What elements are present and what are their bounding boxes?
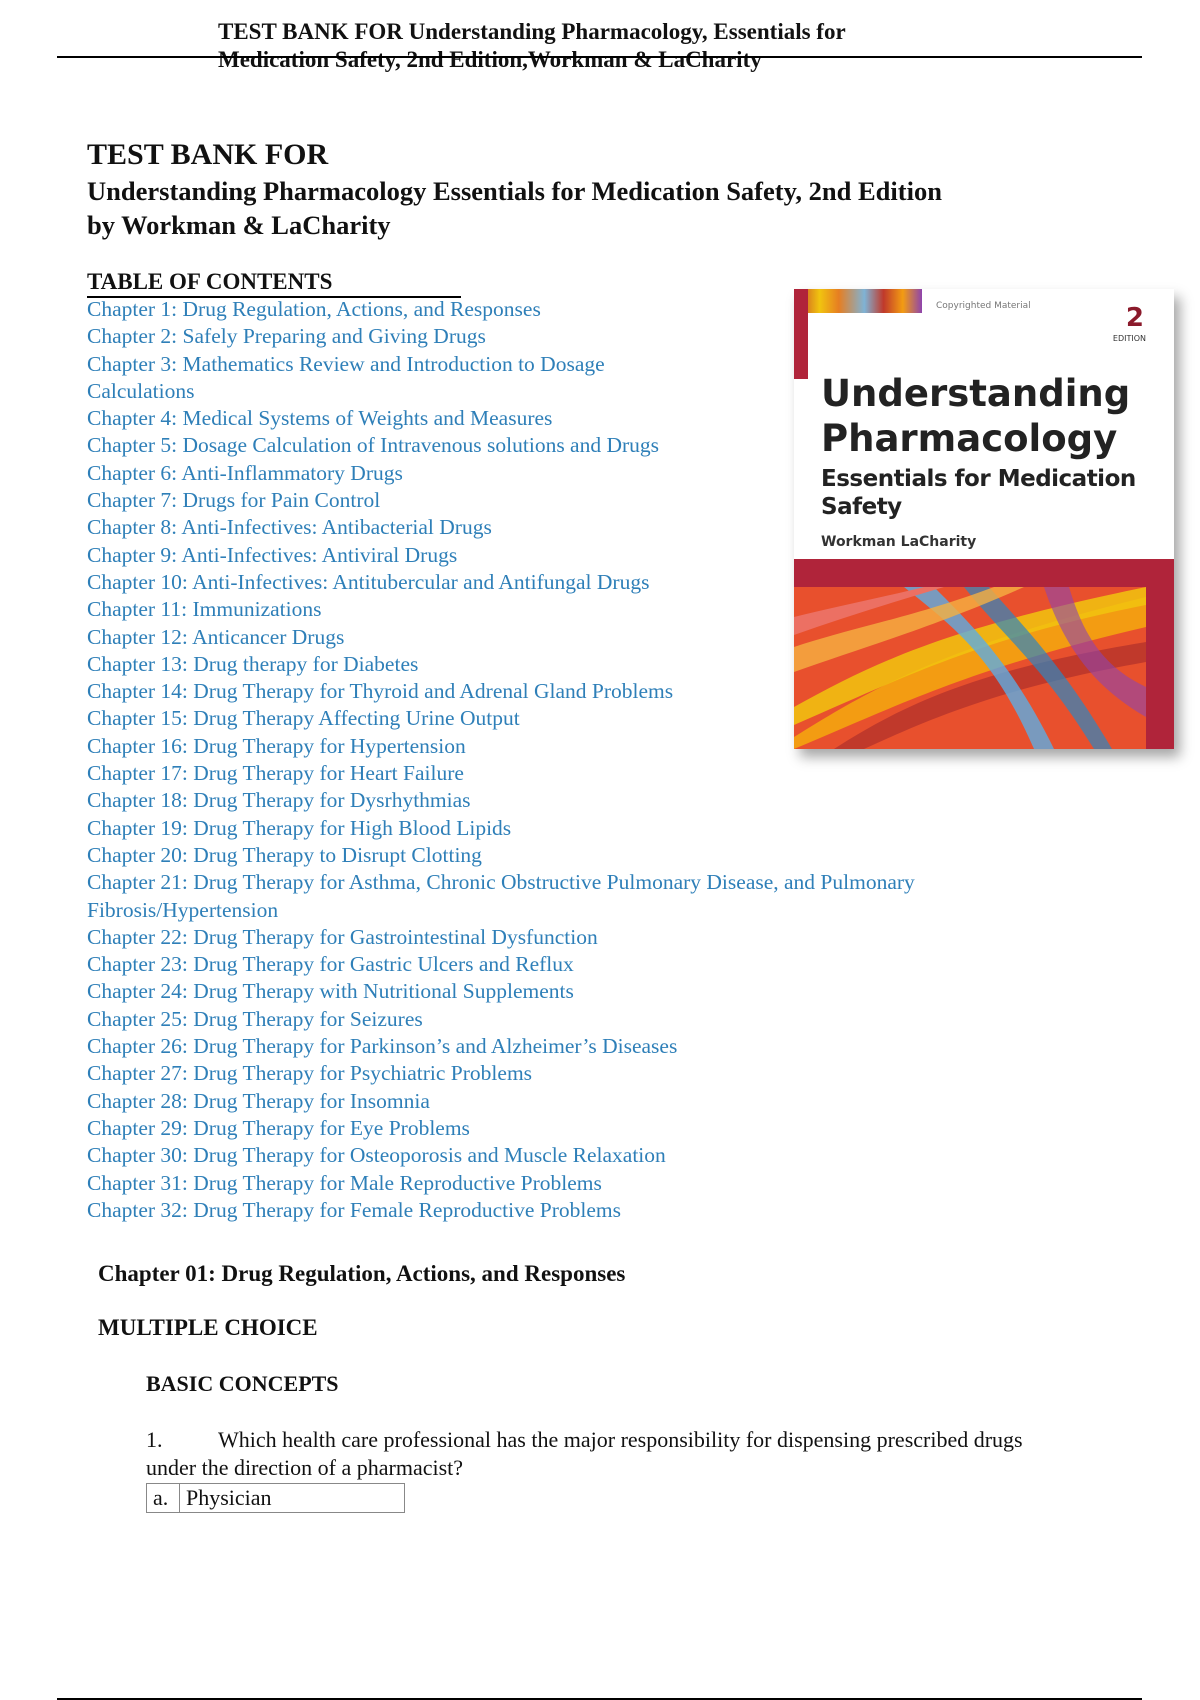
cover-art-strip (794, 289, 922, 313)
toc-item (87, 351, 677, 406)
toc-chapter-link[interactable]: Chapter 21: Drug Therapy for Asthma, Chronic Obstructive Pulmonary Disease, and Pulmonary Fibrosis/Hypertension (87, 870, 915, 922)
question-text: Which health care professional has the major responsibility for dispensing prescribed drugs under the direction of a pharmacist? (146, 1427, 1023, 1480)
header-divider (57, 56, 1142, 58)
toc-chapter-link[interactable]: Chapter 29: Drug Therapy for Eye Problems (87, 1115, 470, 1140)
toc-chapter-link[interactable]: Chapter 15: Drug Therapy Affecting Urine Output (87, 706, 520, 731)
toc-item (87, 842, 1007, 869)
cover-copyright: Copyrighted Material (936, 301, 1031, 311)
running-header: TEST BANK FOR Understanding Pharmacology, Essentials for Medication Safety, 2nd Edition,Workman & LaCharity (218, 19, 846, 72)
toc-chapter-link[interactable]: Chapter 17: Drug Therapy for Heart Failure (87, 761, 464, 786)
toc-item (87, 1142, 1007, 1169)
title-line-2: Understanding Pharmacology Essentials for Medication Safety, 2nd Edition (87, 176, 942, 206)
toc-item (87, 1115, 1007, 1142)
section-heading: MULTIPLE CHOICE (98, 1315, 318, 1340)
toc-item (87, 869, 1007, 924)
toc-chapter-link[interactable]: Chapter 31: Drug Therapy for Male Reproductive Problems (87, 1170, 602, 1195)
toc-chapter-link[interactable]: Chapter 11: Immunizations (87, 597, 322, 622)
toc-chapter-link[interactable]: Chapter 26: Drug Therapy for Parkinson’s and Alzheimer’s Diseases (87, 1034, 678, 1059)
cover-edition-number: 2 (1125, 303, 1144, 333)
toc-item (87, 924, 1007, 951)
toc-chapter-link[interactable]: Chapter 25: Drug Therapy for Seizures (87, 1006, 423, 1031)
toc-chapter-link[interactable]: Chapter 10: Anti-Infectives: Antitubercular and Antifungal Drugs (87, 569, 650, 594)
toc-chapter-link[interactable]: Chapter 14: Drug Therapy for Thyroid and Adrenal Gland Problems (87, 679, 674, 704)
toc-item (87, 760, 1007, 787)
toc-item (87, 1060, 1007, 1087)
toc-chapter-link[interactable]: Chapter 27: Drug Therapy for Psychiatric Problems (87, 1061, 533, 1086)
cover-authors: Workman LaCharity (821, 534, 977, 550)
cover-title-line-2: Pharmacology (821, 417, 1118, 460)
toc-chapter-link[interactable]: Chapter 32: Drug Therapy for Female Reproductive Problems (87, 1197, 621, 1222)
toc-item (87, 787, 1007, 814)
title-line-3: by Workman & LaCharity (87, 210, 391, 240)
toc-chapter-link[interactable]: Chapter 22: Drug Therapy for Gastrointestinal Dysfunction (87, 924, 598, 949)
subsection-heading: BASIC CONCEPTS (146, 1371, 339, 1396)
toc-heading: TABLE OF CONTENTS (87, 268, 461, 298)
chapter-heading: Chapter 01: Drug Regulation, Actions, and Responses (98, 1261, 626, 1286)
answer-option-text: Physician (180, 1484, 405, 1513)
question (146, 1426, 1046, 1482)
toc-chapter-link[interactable]: Chapter 23: Drug Therapy for Gastric Ulcers and Reflux (87, 952, 574, 977)
toc-chapter-link[interactable]: Chapter 16: Drug Therapy for Hypertension (87, 733, 466, 758)
toc-chapter-link[interactable]: Chapter 24: Drug Therapy with Nutritional Supplements (87, 979, 574, 1004)
toc-item (87, 1006, 1007, 1033)
toc-item (87, 1033, 1007, 1060)
toc-chapter-link[interactable]: Chapter 19: Drug Therapy for High Blood Lipids (87, 815, 512, 840)
toc-chapter-link[interactable]: Chapter 12: Anticancer Drugs (87, 624, 345, 649)
toc-chapter-link[interactable]: Chapter 6: Anti-Inflammatory Drugs (87, 460, 403, 485)
answer-options (147, 1484, 405, 1513)
toc-item (87, 815, 1007, 842)
toc-item (87, 1088, 1007, 1115)
cover-artwork (794, 587, 1146, 749)
toc-item (87, 978, 1007, 1005)
toc-chapter-link[interactable]: Chapter 13: Drug therapy for Diabetes (87, 651, 419, 676)
cover-accent-bar (794, 289, 808, 379)
toc-chapter-link[interactable]: Chapter 2: Safely Preparing and Giving Drugs (87, 324, 486, 349)
cover-edition-label: EDITION (1112, 334, 1146, 343)
answer-option-letter: a. (147, 1484, 180, 1513)
question-number: 1. (146, 1427, 163, 1452)
toc-item (87, 1170, 1007, 1197)
cover-brushstrokes-image (794, 587, 1146, 749)
toc-chapter-link[interactable]: Chapter 9: Anti-Infectives: Antiviral Drugs (87, 542, 458, 567)
toc-chapter-link[interactable]: Chapter 18: Drug Therapy for Dysrhythmias (87, 788, 471, 813)
cover-title (821, 371, 1161, 461)
toc-chapter-link[interactable]: Chapter 7: Drugs for Pain Control (87, 488, 381, 513)
book-cover (794, 289, 1174, 749)
document-title (87, 136, 1087, 242)
toc-chapter-link[interactable]: Chapter 4: Medical Systems of Weights and Measures (87, 406, 553, 431)
toc-chapter-link[interactable]: Chapter 20: Drug Therapy to Disrupt Clotting (87, 842, 482, 867)
toc-chapter-link[interactable]: Chapter 1: Drug Regulation, Actions, and Responses (87, 297, 541, 321)
toc-item (87, 951, 1007, 978)
toc-chapter-link[interactable]: Chapter 8: Anti-Infectives: Antibacterial Drugs (87, 515, 492, 540)
answer-options-table (146, 1483, 405, 1513)
toc-item (87, 1197, 1007, 1224)
cover-subtitle: Essentials for Medication Safety (821, 466, 1136, 520)
toc-chapter-link[interactable]: Chapter 30: Drug Therapy for Osteoporosis and Muscle Relaxation (87, 1143, 666, 1168)
toc-chapter-link[interactable]: Chapter 5: Dosage Calculation of Intravenous solutions and Drugs (87, 433, 660, 458)
cover-title-line-1: Understanding (821, 372, 1131, 415)
toc-chapter-link[interactable]: Chapter 3: Mathematics Review and Introduction to Dosage Calculations (87, 351, 605, 403)
answer-option (147, 1484, 405, 1513)
title-line-1: TEST BANK FOR (87, 138, 329, 171)
toc-chapter-link[interactable]: Chapter 28: Drug Therapy for Insomnia (87, 1088, 430, 1113)
